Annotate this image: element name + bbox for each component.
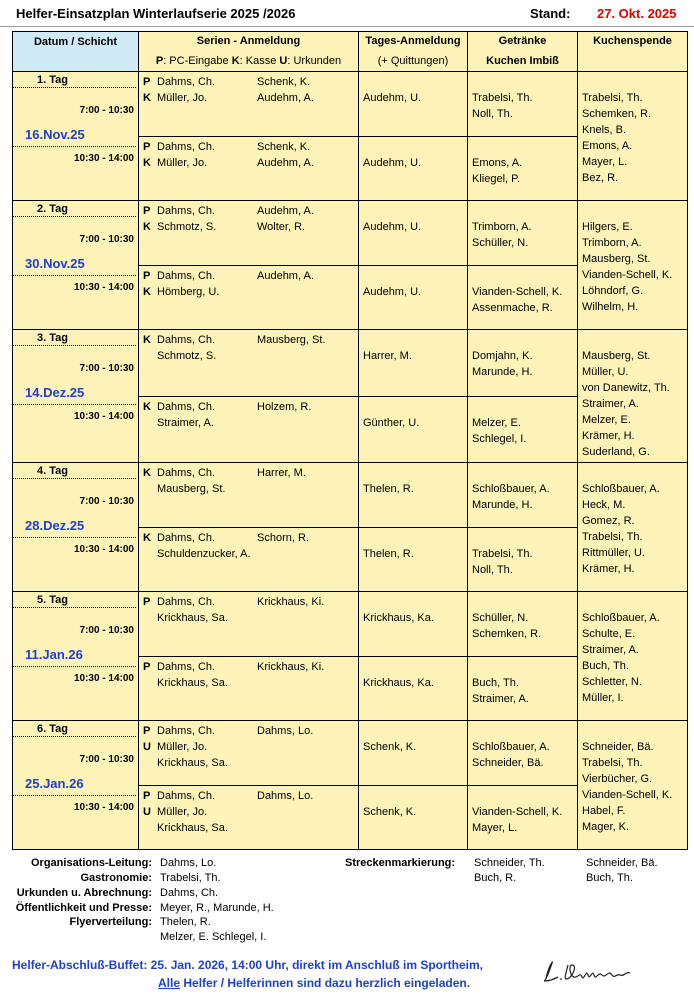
helper-name: Schenk, K. xyxy=(257,140,311,153)
serien-entry xyxy=(143,268,354,284)
helper-name: Schloßbauer, A. xyxy=(472,483,550,495)
header-getraenke: Getränke xyxy=(468,32,578,52)
helper-name: Schmotz, S. xyxy=(157,350,217,362)
helper-name: Schlegel, I. xyxy=(472,432,527,445)
helper-name: Emons, A. xyxy=(582,140,633,152)
helper-name: Trimborn, A. xyxy=(472,221,532,233)
helper-name: Krämer, H. xyxy=(582,430,635,442)
helper-name: Müller, Jo. xyxy=(157,92,208,104)
serien-entry xyxy=(143,415,354,431)
divider xyxy=(0,26,694,27)
helper-name: Dahms, Ch. xyxy=(157,789,216,802)
helper-name: Hömberg, U. xyxy=(157,285,220,298)
tages-cell xyxy=(359,721,468,786)
tages-cell xyxy=(359,72,468,137)
serien-entry xyxy=(143,723,354,739)
serien-cell xyxy=(139,721,359,786)
role-code xyxy=(143,481,157,497)
serien-entry xyxy=(143,155,354,171)
serien-entry xyxy=(143,804,354,820)
helper-name: Marunde, H. xyxy=(472,499,533,511)
footer-urk-value: Dahms, Ch. xyxy=(160,887,219,899)
kuchen-cell xyxy=(578,201,688,330)
tages-cell xyxy=(359,201,468,266)
day-label: 6. Tag xyxy=(37,723,68,735)
shift-time: 10:30 - 14:00 xyxy=(73,282,134,293)
footer-flyer-value-1: Thelen, R. xyxy=(160,916,211,928)
role-code: K xyxy=(143,156,151,169)
shift-row xyxy=(13,592,688,657)
tages-cell xyxy=(359,592,468,657)
serien-cell xyxy=(139,463,359,528)
helper-name: Dahms, Ch. xyxy=(157,596,216,608)
helper-name: Dahms, Ch. xyxy=(157,467,216,479)
footer-presse-value: Meyer, R., Marunde, H. xyxy=(160,902,274,914)
dotted-line xyxy=(13,345,136,346)
day-date: 16.Nov.25 xyxy=(25,127,85,142)
serien-cell xyxy=(139,396,359,463)
helper-name: Dahms, Ch. xyxy=(157,140,216,153)
helper-name: Rittmüller, U. xyxy=(582,547,645,559)
helper-name: Mausberg, St. xyxy=(257,334,326,346)
serien-entry xyxy=(143,675,354,691)
helper-name: Schüller, N. xyxy=(472,237,529,249)
helper-name: Schorn, R. xyxy=(257,531,309,544)
shift-time: 7:00 - 10:30 xyxy=(79,754,134,765)
role-code: P xyxy=(143,76,151,88)
dotted-line xyxy=(13,607,136,608)
dotted-line xyxy=(13,795,136,796)
header-kuchen: Kuchenspende xyxy=(578,32,688,72)
getraenke-cell xyxy=(468,785,578,850)
header-serien: Serien - Anmeldung xyxy=(139,32,359,52)
role-code: P xyxy=(143,789,151,802)
helper-name: Günther, U. xyxy=(363,416,420,429)
helper-name: Bez, R. xyxy=(582,172,619,184)
serien-entry xyxy=(143,530,354,546)
helper-name: Suderland, G. xyxy=(582,446,650,458)
helper-name: Audehm, U. xyxy=(363,156,422,169)
helper-name: Löhndorf, G. xyxy=(582,285,644,297)
helper-name: Schemken, R. xyxy=(582,108,652,120)
helper-name: Thelen, R. xyxy=(363,547,414,560)
helper-name: Schneider, Bä. xyxy=(582,741,654,753)
header-tages: Tages-Anmeldung xyxy=(359,32,468,52)
helper-name: Melzer, E. xyxy=(472,416,521,429)
helper-name: Dahms, Ch. xyxy=(157,725,216,737)
serien-entry xyxy=(143,546,354,562)
helper-name: Audehm, A. xyxy=(257,156,314,169)
serien-cell xyxy=(139,72,359,137)
day-label: 4. Tag xyxy=(37,465,68,477)
helper-name: Mausberg, St. xyxy=(157,483,226,495)
tages-cell xyxy=(359,265,468,330)
helper-name: Buch, Th. xyxy=(472,676,519,689)
helper-name: Schulte, E. xyxy=(582,628,636,640)
helper-name: Trimborn, A. xyxy=(582,237,642,249)
dotted-line xyxy=(13,666,136,667)
helper-name: Dahms, Ch. xyxy=(157,400,216,413)
helper-name: Straimer, A. xyxy=(582,644,639,656)
getraenke-cell xyxy=(468,136,578,201)
shift-time: 7:00 - 10:30 xyxy=(79,105,134,116)
serien-entry xyxy=(143,284,354,300)
helper-name: Krickhaus, Sa. xyxy=(157,821,228,834)
helper-name: Noll, Th. xyxy=(472,563,513,576)
serien-entry xyxy=(143,481,354,497)
footer-flyer-value-2: Melzer, E. Schlegel, I. xyxy=(160,931,267,943)
role-code xyxy=(143,610,157,626)
serien-cell xyxy=(139,656,359,721)
day-date: 14.Dez.25 xyxy=(25,385,85,400)
helper-name: Schneider, Bä. xyxy=(472,757,544,769)
dotted-line xyxy=(13,216,136,217)
serien-entry xyxy=(143,139,354,155)
helper-name: Straimer, A. xyxy=(157,416,214,429)
day-label: 3. Tag xyxy=(37,332,68,344)
serien-cell xyxy=(139,527,359,592)
footer-gastro-value: Trabelsi, Th. xyxy=(160,872,221,884)
dotted-line xyxy=(13,275,136,276)
serien-cell xyxy=(139,201,359,266)
helper-name: Knels, B. xyxy=(582,124,627,136)
role-code: U xyxy=(143,805,151,818)
role-code xyxy=(143,348,157,364)
role-code: K xyxy=(143,467,151,479)
buffet-line: Helfer-Abschluß-Buffet: 25. Jan. 2026, 14:00 Uhr, direkt im Anschluß im Sportheim, xyxy=(12,958,484,972)
shift-time: 7:00 - 10:30 xyxy=(79,625,134,636)
shift-time: 7:00 - 10:30 xyxy=(79,496,134,507)
dotted-line xyxy=(13,404,136,405)
buffet-line-2: Alle Helfer / Helferinnen sind dazu herzlich eingeladen. xyxy=(158,976,471,990)
role-code xyxy=(143,415,157,431)
tages-cell xyxy=(359,463,468,528)
helper-name: Wolter, R. xyxy=(257,221,306,233)
helper-name: Trabelsi, Th. xyxy=(582,757,643,769)
shift-time: 10:30 - 14:00 xyxy=(73,411,134,422)
helper-name: Krickhaus, Ka. xyxy=(363,612,434,624)
serien-entry xyxy=(143,788,354,804)
helper-name: Trabelsi, Th. xyxy=(582,531,643,543)
day-date: 28.Dez.25 xyxy=(25,518,85,533)
helper-name: Schemken, R. xyxy=(472,628,542,640)
helper-name: Müller, Jo. xyxy=(157,156,208,169)
helper-name: Straimer, A. xyxy=(472,692,529,705)
helper-name: Audehm, U. xyxy=(363,221,422,233)
serien-entry xyxy=(143,332,354,348)
helper-name: Dahms, Lo. xyxy=(257,725,314,737)
serien-entry xyxy=(143,610,354,626)
helper-name: Emons, A. xyxy=(472,156,523,169)
role-code: P xyxy=(143,725,151,737)
footer-org-value: Dahms, Lo. xyxy=(160,857,217,869)
role-code xyxy=(143,755,157,771)
shift-row xyxy=(13,330,688,397)
role-code: P xyxy=(143,596,151,608)
serien-cell xyxy=(139,785,359,850)
serien-legend: P: PC-Eingabe K: Kasse U: Urkunden xyxy=(139,52,359,72)
helper-name: Hilgers, E. xyxy=(582,221,633,233)
helper-name: Mayer, L. xyxy=(472,821,518,834)
serien-entry xyxy=(143,594,354,610)
serien-entry xyxy=(143,219,354,235)
date-cell xyxy=(13,463,139,592)
helper-name: Krämer, H. xyxy=(582,563,635,575)
day-date: 11.Jan.26 xyxy=(25,647,83,662)
helper-name: Vianden-Schell, K. xyxy=(472,285,563,298)
serien-cell xyxy=(139,136,359,201)
helper-name: Krickhaus, Sa. xyxy=(157,612,228,624)
helper-name: Straimer, A. xyxy=(582,398,639,410)
helper-name: Dahms, Ch. xyxy=(157,660,216,673)
role-code: K xyxy=(143,334,151,346)
shift-row xyxy=(13,721,688,786)
tages-cell xyxy=(359,785,468,850)
shift-time: 7:00 - 10:30 xyxy=(79,234,134,245)
helper-name: Harrer, M. xyxy=(257,467,306,479)
schedule-table xyxy=(12,31,688,850)
footer-flyer-label: Flyerverteilung: xyxy=(69,916,152,928)
helper-name: Vianden-Schell, K. xyxy=(582,789,673,801)
shift-row xyxy=(13,463,688,528)
date-cell xyxy=(13,330,139,463)
footer-org-label: Organisations-Leitung: xyxy=(31,857,152,869)
serien-entry xyxy=(143,820,354,836)
footer-strecke-a2: Buch, R. xyxy=(474,872,517,884)
helper-name: Harrer, M. xyxy=(363,350,412,362)
day-label: 2. Tag xyxy=(37,203,68,215)
dotted-line xyxy=(13,537,136,538)
role-code xyxy=(143,820,157,836)
helper-name: Müller, U. xyxy=(582,366,629,378)
getraenke-cell xyxy=(468,265,578,330)
getraenke-cell xyxy=(468,330,578,397)
helper-name: Wilhelm, H. xyxy=(582,301,639,313)
helper-name: Habel, F. xyxy=(582,805,626,817)
helper-name: Schenk, K. xyxy=(363,741,417,753)
footer-gastro-label: Gastronomie: xyxy=(80,872,152,884)
role-code: K xyxy=(143,221,151,233)
role-code: P xyxy=(143,269,151,282)
serien-entry xyxy=(143,739,354,755)
shift-time: 7:00 - 10:30 xyxy=(79,363,134,374)
role-code: P xyxy=(143,140,151,153)
getraenke-cell xyxy=(468,592,578,657)
helper-name: Mausberg, St. xyxy=(582,253,651,265)
helper-name: Audehm, A. xyxy=(257,92,314,104)
serien-entry xyxy=(143,90,354,106)
helper-name: Dahms, Ch. xyxy=(157,76,216,88)
helper-name: Trabelsi, Th. xyxy=(582,92,643,104)
kuchen-cell xyxy=(578,330,688,463)
stand-label: Stand: xyxy=(530,6,571,21)
shift-time: 10:30 - 14:00 xyxy=(73,802,134,813)
helper-name: Krickhaus, Ki. xyxy=(257,660,325,673)
helper-name: Trabelsi, Th. xyxy=(472,92,533,104)
helper-name: Assenmache, R. xyxy=(472,301,553,314)
helper-name: Schletter, N. xyxy=(582,676,642,688)
getraenke-cell xyxy=(468,201,578,266)
header-date: Datum / Schicht xyxy=(13,32,139,72)
kuchen-cell xyxy=(578,592,688,721)
helper-name: Schuldenzucker, A. xyxy=(157,547,251,560)
helper-name: Müller, Jo. xyxy=(157,741,208,753)
getraenke-cell xyxy=(468,656,578,721)
day-label: 1. Tag xyxy=(37,74,68,86)
helper-name: Schüller, N. xyxy=(472,612,529,624)
shift-time: 10:30 - 14:00 xyxy=(73,544,134,555)
helper-name: Krickhaus, Sa. xyxy=(157,676,228,689)
tages-cell xyxy=(359,527,468,592)
shift-time: 10:30 - 14:00 xyxy=(73,673,134,684)
role-code: K xyxy=(143,285,151,298)
footer-strecke-b1: Schneider, Bä. xyxy=(586,857,658,869)
tages-sub: (+ Quittungen) xyxy=(359,52,468,72)
footer-urk-label: Urkunden u. Abrechnung: xyxy=(16,887,152,899)
dotted-line xyxy=(13,146,136,147)
helper-name: Audehm, A. xyxy=(257,205,314,217)
serien-entry xyxy=(143,659,354,675)
shift-row xyxy=(13,201,688,266)
getraenke-sub: Kuchen Imbiß xyxy=(468,52,578,72)
footer-strecke-a1: Schneider, Th. xyxy=(474,857,545,869)
shift-time: 10:30 - 14:00 xyxy=(73,153,134,164)
getraenke-cell xyxy=(468,396,578,463)
helper-name: Dahms, Ch. xyxy=(157,205,216,217)
role-code: K xyxy=(143,400,151,413)
kuchen-cell xyxy=(578,72,688,201)
helper-name: Müller, I. xyxy=(582,692,624,704)
role-code: U xyxy=(143,741,151,753)
serien-entry xyxy=(143,348,354,364)
role-code xyxy=(143,546,157,562)
helper-name: Melzer, E. xyxy=(582,414,631,426)
helper-name: Vianden-Schell, K. xyxy=(582,269,673,281)
tages-cell xyxy=(359,396,468,463)
signature-image xyxy=(540,955,640,987)
helper-name: Trabelsi, Th. xyxy=(472,547,533,560)
helper-name: Mausberg, St. xyxy=(582,350,651,362)
getraenke-cell xyxy=(468,527,578,592)
helper-name: Schloßbauer, A. xyxy=(472,741,550,753)
helper-name: Schenk, K. xyxy=(257,76,311,88)
getraenke-cell xyxy=(468,721,578,786)
helper-name: Gomez, R. xyxy=(582,515,635,527)
dotted-line xyxy=(13,478,136,479)
helper-name: Schenk, K. xyxy=(363,805,417,818)
helper-name: Holzem, R. xyxy=(257,400,312,413)
serien-entry xyxy=(143,755,354,771)
day-date: 30.Nov.25 xyxy=(25,256,85,271)
serien-entry xyxy=(143,203,354,219)
helper-name: Dahms, Ch. xyxy=(157,531,216,544)
footer-strecke-label: Streckenmarkierung: xyxy=(345,857,456,869)
getraenke-cell xyxy=(468,72,578,137)
helper-name: Dahms, Ch. xyxy=(157,269,216,282)
date-cell xyxy=(13,72,139,201)
footer-presse-label: Öffentlichkeit und Presse: xyxy=(15,902,152,914)
helper-name: Dahms, Lo. xyxy=(257,789,314,802)
stand-date: 27. Okt. 2025 xyxy=(597,6,677,21)
serien-entry xyxy=(143,465,354,481)
helper-name: Krickhaus, Ka. xyxy=(363,676,434,689)
tages-cell xyxy=(359,330,468,397)
helper-name: Krickhaus, Sa. xyxy=(157,757,228,769)
role-code: P xyxy=(143,660,151,673)
helper-name: Müller, Jo. xyxy=(157,805,208,818)
helper-name: Domjahn, K. xyxy=(472,350,533,362)
helper-name: Audehm, A. xyxy=(257,269,314,282)
helper-name: Marunde, H. xyxy=(472,366,533,378)
helper-name: Schloßbauer, A. xyxy=(582,612,660,624)
helper-name: Krickhaus, Ki. xyxy=(257,596,325,608)
day-date: 25.Jan.26 xyxy=(25,776,84,791)
serien-cell xyxy=(139,265,359,330)
helper-name: Heck, M. xyxy=(582,499,626,511)
helper-name: Noll, Th. xyxy=(472,108,513,120)
role-code: P xyxy=(143,205,151,217)
role-code: K xyxy=(143,92,151,104)
helper-name: von Danewitz, Th. xyxy=(582,382,670,394)
helper-name: Vierbücher, G. xyxy=(582,773,653,785)
serien-entry xyxy=(143,399,354,415)
getraenke-cell xyxy=(468,463,578,528)
kuchen-cell xyxy=(578,721,688,850)
tages-cell xyxy=(359,656,468,721)
helper-name: Vianden-Schell, K. xyxy=(472,805,563,818)
helper-name: Mayer, L. xyxy=(582,156,628,168)
kuchen-cell xyxy=(578,463,688,592)
helper-name: Audehm, U. xyxy=(363,285,422,298)
date-cell xyxy=(13,592,139,721)
helper-name: Dahms, Ch. xyxy=(157,334,216,346)
date-cell xyxy=(13,721,139,850)
date-cell xyxy=(13,201,139,330)
dotted-line xyxy=(13,736,136,737)
tages-cell xyxy=(359,136,468,201)
serien-cell xyxy=(139,592,359,657)
shift-row xyxy=(13,72,688,137)
page-title: Helfer-Einsatzplan Winterlaufserie 2025 /2026 xyxy=(16,6,296,21)
serien-entry xyxy=(143,74,354,90)
serien-cell xyxy=(139,330,359,397)
helper-name: Thelen, R. xyxy=(363,483,414,495)
helper-name: Audehm, U. xyxy=(363,92,422,104)
helper-name: Buch, Th. xyxy=(582,660,629,672)
helper-name: Mager, K. xyxy=(582,821,630,833)
helper-name: Schmotz, S. xyxy=(157,221,217,233)
helper-name: Kliegel, P. xyxy=(472,172,521,185)
dotted-line xyxy=(13,87,136,88)
role-code: K xyxy=(143,531,151,544)
helper-name: Schloßbauer, A. xyxy=(582,483,660,495)
footer-strecke-b2: Buch, Th. xyxy=(586,872,633,884)
day-label: 5. Tag xyxy=(37,594,68,606)
role-code xyxy=(143,675,157,691)
